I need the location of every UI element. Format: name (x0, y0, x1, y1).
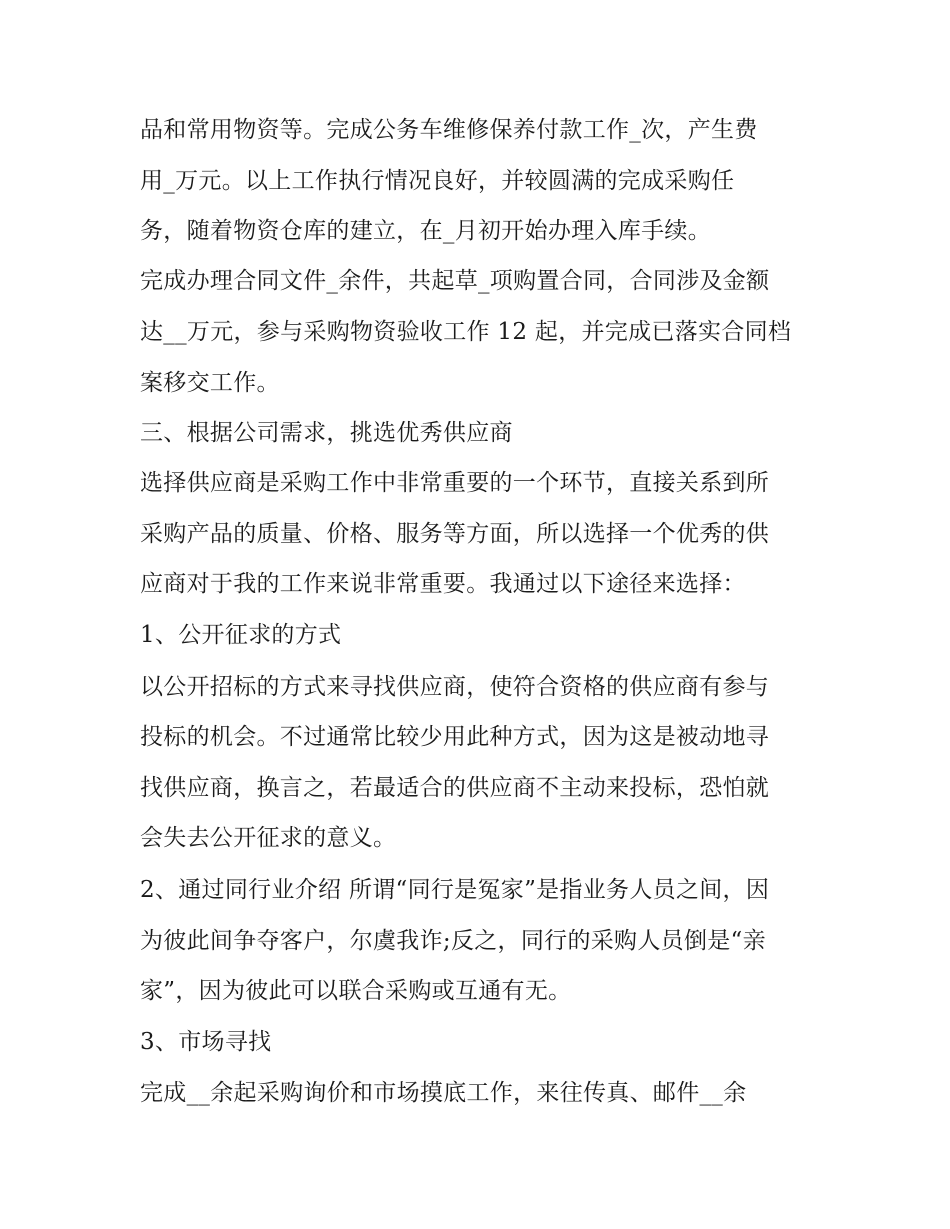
text-line: 完成办理合同文件_余件，共起草_项购置合同，合同涉及金额 (140, 268, 770, 294)
text-line: 投标的机会。不过通常比较少用此种方式，因为这是被动地寻 (140, 724, 770, 750)
text-line: 采购产品的质量、价格、服务等方面，所以选择一个优秀的供 (140, 521, 770, 547)
text-line: 完成__余起采购询价和市场摸底工作，来往传真、邮件__余 (140, 1080, 747, 1106)
text-line: 达__万元，参与采购物资验收工作 12 起，并完成已落实合同档 (140, 319, 792, 345)
section-heading: 三、根据公司需求，挑选优秀供应商 (140, 420, 513, 446)
subsection-heading: 3、市场寻找 (140, 1029, 272, 1055)
subsection-heading: 1、公开征求的方式 (140, 622, 342, 648)
text-line: 品和常用物资等。完成公务车维修保养付款工作_次，产生费 (140, 117, 758, 143)
text-line: 以公开招标的方式来寻找供应商，使符合资格的供应商有参与 (140, 674, 770, 700)
text-line: 找供应商，换言之，若最适合的供应商不主动来投标，恐怕就 (140, 775, 770, 801)
text-line: 家”，因为彼此可以联合采购或互通有无。 (140, 978, 572, 1004)
text-line: 会失去公开征求的意义。 (140, 825, 397, 851)
text-line: 用_万元。以上工作执行情况良好，并较圆满的完成采购任 (140, 168, 735, 194)
text-line: 务，随着物资仓库的建立，在_月初开始办理入库手续。 (140, 218, 711, 244)
text-line: 为彼此间争夺客户，尔虞我诈;反之，同行的采购人员倒是“亲 (140, 928, 766, 954)
text-line: 案移交工作。 (140, 370, 280, 396)
text-line: 应商对于我的工作来说非常重要。我通过以下途径来选择： (140, 571, 746, 597)
text-line: 选择供应商是采购工作中非常重要的一个环节，直接关系到所 (140, 470, 770, 496)
text-line: 2、通过同行业介绍 所谓“同行是冤家”是指业务人员之间，因 (140, 877, 770, 903)
